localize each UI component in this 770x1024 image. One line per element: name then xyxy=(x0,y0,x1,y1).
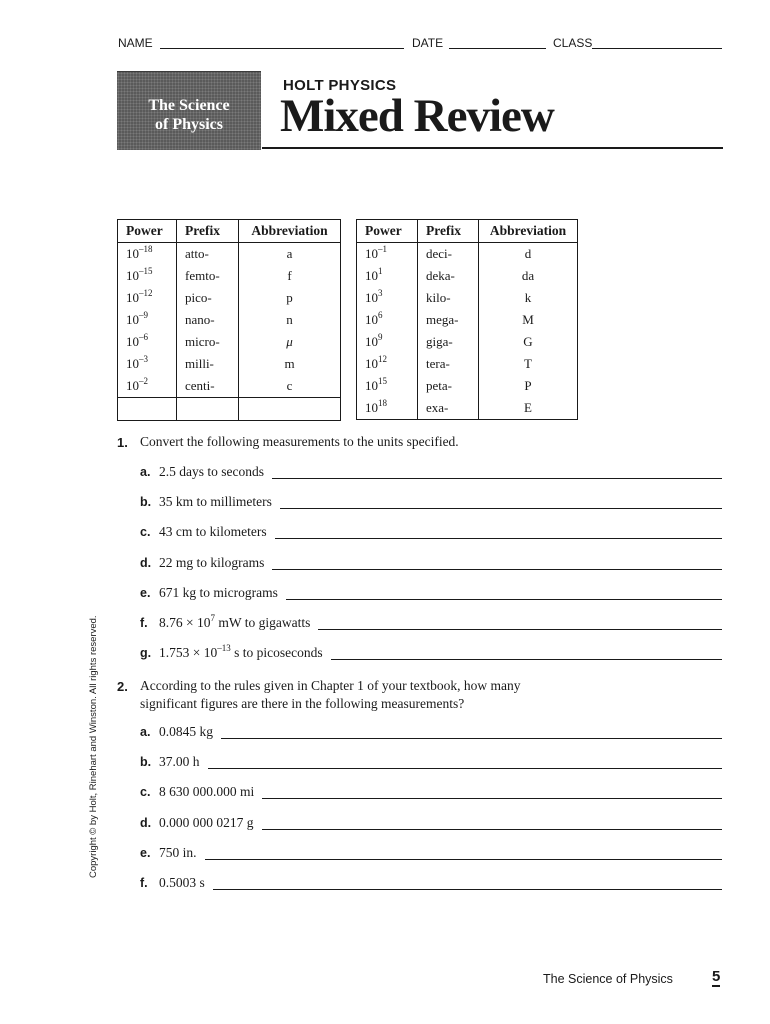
power-base: 10 xyxy=(126,356,139,371)
power-base: 10 xyxy=(126,268,139,283)
power-cell xyxy=(357,353,418,375)
power-exponent: –6 xyxy=(139,331,148,342)
sub-question xyxy=(140,724,722,744)
sub-question-text: 35 km to millimeters xyxy=(159,494,272,510)
title-rule xyxy=(262,147,723,149)
class-field[interactable] xyxy=(592,48,722,49)
question-1-text: Convert the following measurements to the units specified. xyxy=(140,434,459,449)
sub-question-exponent: 7 xyxy=(210,612,215,623)
prefix-cell: peta- xyxy=(418,375,479,397)
sub-question-letter: d. xyxy=(140,555,152,570)
sub-question-letter: d. xyxy=(140,815,152,830)
column-header-power: Power xyxy=(357,220,418,243)
table-row xyxy=(357,243,578,266)
sub-question-text-after: mW to gigawatts xyxy=(215,615,311,630)
answer-line[interactable] xyxy=(208,768,722,769)
prefix-cell: mega- xyxy=(418,309,479,331)
power-cell xyxy=(118,243,177,266)
sub-question-text xyxy=(159,642,323,661)
name-field[interactable] xyxy=(160,48,404,49)
table-row xyxy=(357,353,578,375)
empty-cell xyxy=(118,398,177,421)
abbreviation-cell: k xyxy=(479,287,578,309)
answer-line[interactable] xyxy=(262,798,722,799)
answer-line[interactable] xyxy=(262,829,722,830)
power-cell xyxy=(118,309,177,331)
sub-question-text-before: 8.76 × 10 xyxy=(159,615,211,630)
question-number: 1. xyxy=(117,435,128,450)
sub-question-text xyxy=(159,612,311,631)
chapter-badge xyxy=(117,71,261,150)
abbreviation-cell: f xyxy=(239,265,341,287)
power-exponent: –3 xyxy=(139,353,148,364)
sub-question-letter: e. xyxy=(140,585,151,600)
empty-cell xyxy=(177,398,239,421)
power-cell xyxy=(357,331,418,353)
abbreviation-cell: a xyxy=(239,243,341,266)
table-row xyxy=(357,331,578,353)
sub-question-letter: g. xyxy=(140,646,152,661)
power-base: 10 xyxy=(126,312,139,327)
sub-question xyxy=(140,845,722,865)
answer-line[interactable] xyxy=(318,629,722,630)
sub-question xyxy=(140,612,722,635)
table-row xyxy=(118,309,341,331)
answer-line[interactable] xyxy=(272,569,722,570)
table-row-empty xyxy=(118,398,341,421)
prefix-table-right xyxy=(356,219,578,420)
sub-question xyxy=(140,494,722,514)
power-exponent: 1 xyxy=(378,265,383,276)
sub-question-letter: a. xyxy=(140,465,151,479)
answer-line[interactable] xyxy=(221,738,722,739)
power-base: 10 xyxy=(126,290,139,305)
sub-question-letter: a. xyxy=(140,725,151,739)
sub-question xyxy=(140,815,722,835)
prefix-cell: kilo- xyxy=(418,287,479,309)
sub-question-text-before: 1.753 × 10 xyxy=(159,645,218,661)
sub-question-text: 0.000 000 0217 g xyxy=(159,814,254,830)
table-row xyxy=(118,265,341,287)
table-row xyxy=(357,397,578,420)
answer-line[interactable] xyxy=(280,508,722,509)
sub-question-text: 0.5003 s xyxy=(159,875,205,890)
power-exponent: 6 xyxy=(378,309,383,320)
power-base: 10 xyxy=(126,246,139,261)
answer-line[interactable] xyxy=(213,889,722,890)
power-base: 10 xyxy=(365,356,378,371)
power-base: 10 xyxy=(365,400,378,415)
power-base: 10 xyxy=(126,378,139,393)
sub-question-letter: b. xyxy=(140,495,152,510)
abbreviation-cell: p xyxy=(239,287,341,309)
power-cell xyxy=(118,331,177,353)
power-exponent: 3 xyxy=(378,287,383,298)
abbreviation-cell: c xyxy=(239,375,341,398)
sub-question-letter: c. xyxy=(140,525,151,540)
sub-question-letter: e. xyxy=(140,845,151,860)
power-base: 10 xyxy=(365,268,378,283)
prefix-cell: pico- xyxy=(177,287,239,309)
table-row xyxy=(118,353,341,375)
abbreviation-cell: n xyxy=(239,309,341,331)
power-cell xyxy=(357,397,418,420)
name-label: NAME xyxy=(118,36,153,50)
abbreviation-cell: G xyxy=(479,331,578,353)
column-header-power: Power xyxy=(118,220,177,243)
column-header-prefix: Prefix xyxy=(177,220,239,243)
sub-question xyxy=(140,524,722,544)
series-label: HOLT PHYSICS xyxy=(283,77,397,94)
power-base: 10 xyxy=(365,246,378,261)
prefix-cell: micro- xyxy=(177,331,239,353)
column-header-prefix: Prefix xyxy=(418,220,479,243)
sub-question-text: 43 cm to kilometers xyxy=(159,524,267,540)
power-cell xyxy=(118,265,177,287)
power-exponent: –18 xyxy=(139,243,153,254)
power-exponent: –15 xyxy=(139,265,153,276)
abbreviation-cell: T xyxy=(479,353,578,375)
answer-line[interactable] xyxy=(286,599,722,600)
sub-question-text: 0.0845 kg xyxy=(159,724,213,739)
question-2-text-line-1: According to the rules given in Chapter 1 of your textbook, how many xyxy=(140,678,521,693)
chapter-badge-text: The Science of Physics xyxy=(148,97,230,133)
power-base: 10 xyxy=(365,290,378,305)
power-exponent: –2 xyxy=(139,375,148,386)
abbreviation-cell: μ xyxy=(239,331,341,353)
question-1 xyxy=(117,434,128,452)
class-label: CLASS xyxy=(553,36,593,50)
question-2-text xyxy=(140,677,521,713)
power-cell xyxy=(357,265,418,287)
answer-line[interactable] xyxy=(275,538,722,539)
prefix-cell: centi- xyxy=(177,375,239,398)
abbreviation-cell: d xyxy=(479,243,578,266)
power-base: 10 xyxy=(126,334,139,349)
power-exponent: 15 xyxy=(378,375,387,386)
sub-question xyxy=(140,464,722,484)
sub-question-letter: f. xyxy=(140,616,148,630)
power-cell xyxy=(118,375,177,398)
prefix-cell: femto- xyxy=(177,265,239,287)
empty-cell xyxy=(239,398,341,421)
page-number: 5 xyxy=(712,968,721,985)
copyright-notice: Copyright © by Holt, Rinehart and Winston. All rights reserved. xyxy=(88,615,99,878)
table-row xyxy=(118,375,341,398)
sub-question xyxy=(140,784,722,804)
table-row xyxy=(118,331,341,353)
footer-title: The Science of Physics xyxy=(543,972,673,986)
table-row xyxy=(357,265,578,287)
power-exponent: –9 xyxy=(139,309,148,320)
sub-question-letter: c. xyxy=(140,785,151,800)
question-2 xyxy=(117,678,128,696)
abbreviation-cell: P xyxy=(479,375,578,397)
power-cell xyxy=(118,287,177,309)
prefix-cell: exa- xyxy=(418,397,479,420)
sub-question-exponent: –13 xyxy=(217,642,231,653)
power-exponent: 18 xyxy=(378,397,387,408)
sub-question-text: 2.5 days to seconds xyxy=(159,464,264,479)
sub-question-text: 671 kg to micrograms xyxy=(159,584,278,600)
table-row xyxy=(357,375,578,397)
abbreviation-cell: E xyxy=(479,397,578,420)
sub-question-letter: f. xyxy=(140,876,148,890)
abbreviation-cell: M xyxy=(479,309,578,331)
answer-line[interactable] xyxy=(331,659,722,660)
prefix-table-left xyxy=(117,219,341,421)
column-header-abbreviation: Abbreviation xyxy=(479,220,578,243)
answer-line[interactable] xyxy=(272,478,722,479)
power-cell xyxy=(357,309,418,331)
power-cell xyxy=(357,243,418,266)
sub-question xyxy=(140,585,722,605)
prefix-cell: deci- xyxy=(418,243,479,266)
power-exponent: 9 xyxy=(378,331,383,342)
question-2-text-line-2: significant figures are there in the following measurements? xyxy=(140,696,465,711)
sub-question xyxy=(140,555,722,575)
prefix-cell: deka- xyxy=(418,265,479,287)
abbreviation-cell: da xyxy=(479,265,578,287)
power-base: 10 xyxy=(365,378,378,393)
table-row xyxy=(118,243,341,266)
prefix-cell: giga- xyxy=(418,331,479,353)
table-row xyxy=(118,287,341,309)
power-base: 10 xyxy=(365,312,378,327)
sub-question-text: 37.00 h xyxy=(159,754,200,770)
sub-question-text: 8 630 000.000 mi xyxy=(159,784,255,800)
prefix-cell: nano- xyxy=(177,309,239,331)
sub-question xyxy=(140,754,722,774)
sub-question xyxy=(140,875,722,895)
power-exponent: –12 xyxy=(139,287,153,298)
power-cell xyxy=(357,287,418,309)
table-row xyxy=(357,309,578,331)
power-exponent: 12 xyxy=(378,353,387,364)
prefix-cell: atto- xyxy=(177,243,239,266)
page-title: Mixed Review xyxy=(280,90,554,142)
column-header-abbreviation: Abbreviation xyxy=(239,220,341,243)
answer-line[interactable] xyxy=(205,859,722,860)
abbreviation-cell: m xyxy=(239,353,341,375)
sub-question-text-after: s to picoseconds xyxy=(230,645,323,661)
prefix-cell: milli- xyxy=(177,353,239,375)
table-row xyxy=(357,287,578,309)
sub-question-text: 22 mg to kilograms xyxy=(159,554,265,570)
power-cell xyxy=(357,375,418,397)
power-exponent: –1 xyxy=(378,243,387,254)
prefix-cell: tera- xyxy=(418,353,479,375)
date-label: DATE xyxy=(412,36,444,50)
power-cell xyxy=(118,353,177,375)
sub-question xyxy=(140,642,722,665)
question-number: 2. xyxy=(117,679,128,694)
power-base: 10 xyxy=(365,334,378,349)
sub-question-text: 750 in. xyxy=(159,844,197,860)
date-field[interactable] xyxy=(449,48,546,49)
sub-question-letter: b. xyxy=(140,755,152,770)
